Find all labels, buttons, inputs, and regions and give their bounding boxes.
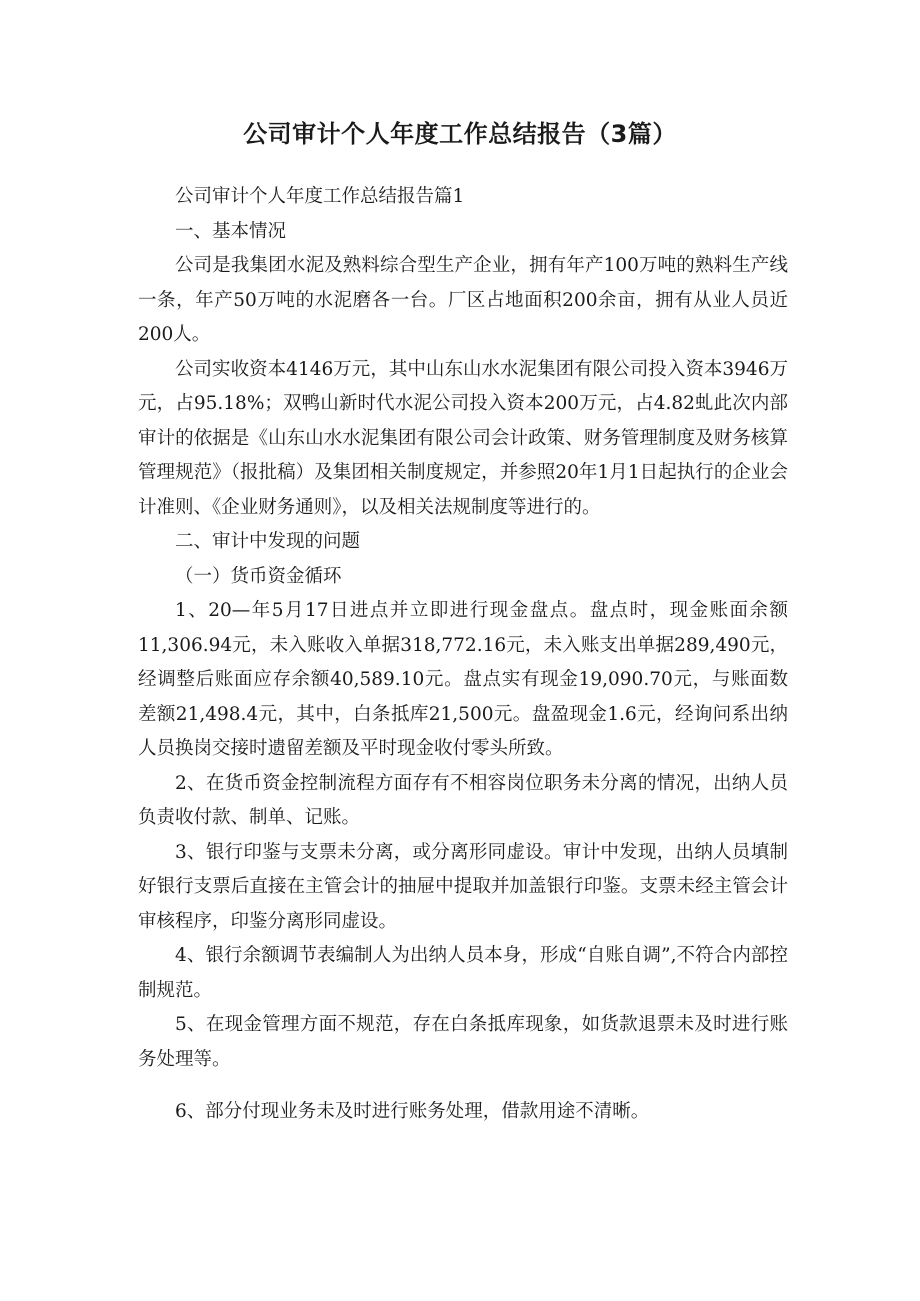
paragraph-issue-6: 6、部分付现业务未及时进行账务处理，借款用途不清晰。 xyxy=(175,1101,650,1122)
document-body xyxy=(138,180,788,1130)
heading-basic-info: 一、基本情况 xyxy=(175,220,287,242)
paragraph-issue-1: 1、20—年5月17日进点并立即进行现金盘点。盘点时，现金账面余额11,306.94元，未入账收入单据318,772.16元，未入账支出单据289,490元，经调整后账面应存余额40,589.10元。盘点实有现金19,090.70元，与账面数差额21,498.4元，其中，白条抵库21,500元。盘盈现金1.6元，经询问系出纳人员换岗交接时遗留差额及平时现金收付零头所致。 xyxy=(138,600,788,759)
paragraph-capital-basis: 公司实收资本4146万元，其中山东山水水泥集团有限公司投入资本3946万元，占95.18%；双鸭山新时代水泥公司投入资本200万元，占4.82虬此次内部审计的依据是《山东山水水泥集团有限公司会计政策、财务管理制度及财务核算管理规范》（报批稿）及集团相关制度规定，并参照20年1月1日起执行的企业会计准则、《企业财务通则》，以及相关法规制度等进行的。 xyxy=(138,358,788,518)
paragraph-issue-5: 5、在现金管理方面不规范，存在白条抵库现象，如货款退票未及时进行账务处理等。 xyxy=(138,1014,788,1070)
paragraph-company-overview: 公司是我集团水泥及熟料综合型生产企业，拥有年产100万吨的熟料生产线一条，年产50万吨的水泥磨各一台。厂区占地面积200余亩，拥有从业人员近200人。 xyxy=(138,255,788,345)
paragraph-issue-3: 3、银行印鉴与支票未分离，或分离形同虚设。审计中发现，出纳人员填制好银行支票后直接在主管会计的抽屉中提取并加盖银行印鉴。支票未经主管会计审核程序，印鉴分离形同虚设。 xyxy=(138,841,788,932)
heading-audit-issues: 二、审计中发现的问题 xyxy=(175,531,361,552)
document-title: 公司审计个人年度工作总结报告（3篇） xyxy=(243,120,677,148)
paragraph-issue-4: 4、银行余额调节表编制人为出纳人员本身，形成“自账自调”,不符合内部控制规范。 xyxy=(138,945,788,1001)
paragraph-issue-2: 2、在货币资金控制流程方面存有不相容岗位职务未分离的情况，出纳人员负责收付款、制单、记账。 xyxy=(138,772,788,828)
section-heading-part1: 公司审计个人年度工作总结报告篇1 xyxy=(175,186,465,207)
subheading-cash-cycle: （一）货币资金循环 xyxy=(175,565,342,587)
